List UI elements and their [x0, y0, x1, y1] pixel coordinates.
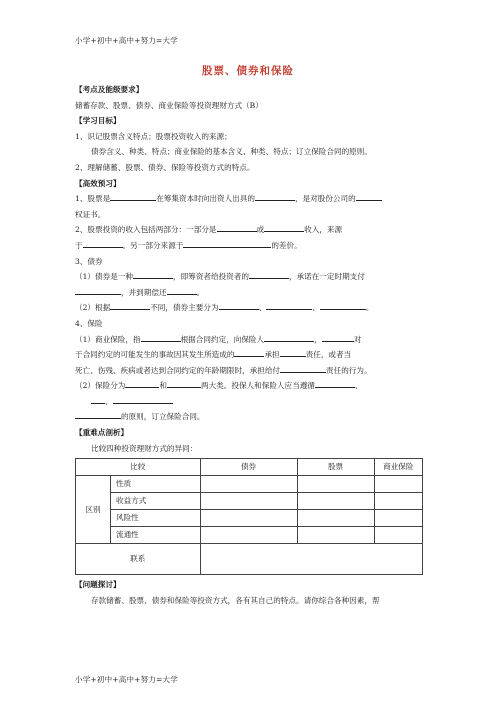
text-fragment: 于合同约定的可能发生的事故因其发生所造成的	[75, 350, 235, 360]
table-header-cell: 债券	[200, 459, 297, 476]
text-fragment: 责任，或者当	[305, 350, 352, 360]
fill-blank[interactable]	[315, 378, 355, 388]
fill-blank[interactable]	[141, 332, 181, 342]
page-header: 小学+初中+高中+努力=大学	[75, 36, 178, 45]
preview-q2-line	[75, 222, 423, 238]
table-cell[interactable]	[297, 527, 374, 544]
text-fragment: 。	[365, 303, 374, 313]
text-fragment: 权证书。	[75, 209, 106, 219]
table-row-label: 联系	[76, 544, 201, 575]
fill-blank[interactable]	[83, 238, 123, 248]
table-row	[76, 476, 423, 493]
table-group-label: 区别	[76, 476, 111, 544]
table-cell[interactable]	[200, 544, 422, 575]
fill-blank[interactable]	[280, 363, 326, 373]
fill-blank[interactable]	[249, 269, 289, 279]
text-fragment: 。另一部分来源于	[122, 240, 184, 250]
text-fragment: 收入，来源	[304, 225, 343, 235]
table-row	[76, 544, 423, 575]
fill-blank[interactable]	[264, 332, 314, 342]
table-header-cell: 比较	[76, 459, 201, 476]
fill-blank[interactable]	[167, 285, 197, 295]
fill-blank[interactable]	[264, 222, 304, 232]
text-fragment: 、	[105, 396, 113, 406]
fill-blank[interactable]	[75, 409, 121, 419]
table-cell[interactable]	[297, 493, 374, 510]
section-title-kaodian: 【考点及能级要求】	[75, 85, 144, 94]
table-cell[interactable]	[374, 476, 422, 493]
preview-q4-1-line	[75, 332, 423, 348]
kaodian-text: 储蓄存款、股票、债券、商业保险等投资理财方式（B）	[75, 100, 263, 110]
text-fragment: 承担	[264, 350, 280, 360]
text-fragment: 和	[159, 381, 167, 391]
fill-blank[interactable]	[219, 300, 259, 310]
table-cell[interactable]	[200, 493, 297, 510]
text-fragment: 、	[258, 303, 267, 313]
text-fragment: 的原则，订立保险合同。	[121, 412, 205, 422]
section-title-yuxi: 【高效预习】	[75, 178, 121, 188]
table-cell[interactable]	[200, 527, 297, 544]
preview-q4-2-line	[75, 378, 423, 394]
preview-q4-2-line2	[75, 394, 423, 410]
table-cell[interactable]	[200, 510, 297, 527]
section-title-mubiao: 【学习目标】	[75, 116, 121, 126]
text-fragment: （2）保险分为	[75, 381, 126, 391]
text-fragment: 于	[75, 240, 83, 250]
table-row-label: 收益方式	[111, 493, 201, 510]
text-fragment: ，承诺在一定时期支付	[288, 272, 365, 282]
wenti-text: 存款储蓄、股票、债券和保险等投资方式，各有其自己的特点。请你综合各种因素，帮	[91, 595, 380, 605]
table-cell[interactable]	[200, 476, 297, 493]
text-fragment: ，是对股份公司的	[294, 194, 356, 204]
table-row	[76, 527, 423, 544]
page-footer: 小学+初中+高中+努力=大学	[75, 675, 178, 684]
text-fragment: （1）债券是一种	[75, 272, 133, 282]
preview-q2-line2	[75, 238, 423, 254]
text-fragment: 在筹集资本时向出资人出具的	[156, 194, 255, 204]
fill-blank[interactable]	[110, 300, 150, 310]
text-fragment: 1、股票是	[75, 194, 111, 204]
text-fragment: 的差价。	[271, 240, 302, 250]
text-fragment: 两大类。投保人和保险人应当遵循	[201, 381, 315, 391]
mubiao-item-2: 2、理解储蓄、股票、债券、保险等投资方式的特点。	[75, 162, 255, 172]
text-fragment: 责任的行为。	[326, 365, 372, 375]
preview-q3-heading: 3、债券	[75, 256, 103, 266]
fill-blank[interactable]	[280, 347, 306, 357]
text-fragment: 、	[354, 381, 363, 391]
mubiao-item-1b: 债券含义、种类、特点；商业保险的基本含义、种类、特点；订立保险合同的原则。	[91, 147, 372, 157]
text-fragment: 死亡、伤残、疾病或者达到合同约定的年龄期限时，承担给付	[75, 365, 281, 375]
fill-blank[interactable]	[183, 238, 271, 248]
section-title-nandian: 【重难点剖析】	[75, 428, 129, 438]
table-cell[interactable]	[297, 476, 374, 493]
table-cell[interactable]	[374, 493, 422, 510]
text-fragment: 、	[312, 303, 320, 313]
fill-blank[interactable]	[167, 378, 201, 388]
table-row-label: 风险性	[111, 510, 201, 527]
fill-blank[interactable]	[255, 191, 295, 201]
preview-q1-line2	[75, 207, 423, 223]
comparison-table	[75, 458, 423, 575]
table-row	[76, 493, 423, 510]
fill-blank[interactable]	[217, 222, 257, 232]
preview-q3-2-line	[75, 300, 423, 316]
table-header-row	[76, 459, 423, 476]
text-fragment: （2）根据	[75, 303, 111, 313]
text-fragment: （1）商业保险，指	[75, 334, 141, 344]
fill-blank[interactable]	[113, 394, 173, 404]
table-header-cell: 商业保险	[374, 459, 422, 476]
document-body	[75, 82, 423, 608]
preview-q4-2-line3	[75, 409, 423, 425]
fill-blank[interactable]	[356, 191, 382, 201]
preview-q1-line	[75, 191, 423, 207]
table-row-label: 性质	[111, 476, 201, 493]
text-fragment: 不同，债券主要分为	[150, 303, 219, 313]
text-fragment: 。	[196, 287, 205, 297]
page-title: 股票、债券和保险	[202, 65, 294, 77]
nandian-text: 比较四种投资理财方式的异同：	[91, 443, 198, 453]
table-cell[interactable]	[297, 510, 374, 527]
mubiao-item-1: 1、识记股票含义特点；股票投资收入的来源；	[75, 131, 232, 141]
fill-blank[interactable]	[322, 332, 354, 342]
table-cell[interactable]	[374, 527, 422, 544]
preview-q4-1-line3	[75, 363, 423, 379]
text-fragment: 根据合同约定，向保险人	[180, 334, 265, 344]
fill-blank[interactable]	[133, 269, 173, 279]
fill-blank[interactable]	[91, 394, 105, 404]
preview-q3-1-line	[75, 269, 423, 285]
preview-q3-1-line2	[75, 285, 423, 301]
table-row-label: 流通性	[111, 527, 201, 544]
fill-blank[interactable]	[234, 347, 264, 357]
table-row	[76, 510, 423, 527]
text-fragment: ，并到期偿还	[121, 287, 167, 297]
text-fragment: 对	[353, 334, 362, 344]
fill-blank[interactable]	[75, 285, 121, 295]
table-header-cell: 股票	[297, 459, 374, 476]
text-fragment: 2、股票投资的收入包括两部分：一部分是	[75, 225, 217, 235]
preview-q4-1-line2	[75, 347, 423, 363]
fill-blank[interactable]	[320, 300, 366, 310]
fill-blank[interactable]	[266, 300, 312, 310]
fill-blank[interactable]	[110, 191, 156, 201]
text-fragment: ，	[314, 334, 322, 344]
section-title-wenti: 【问题探讨】	[75, 580, 121, 590]
text-fragment: 或	[256, 225, 265, 235]
fill-blank[interactable]	[125, 378, 159, 388]
table-cell[interactable]	[374, 510, 422, 527]
text-fragment: ，即筹资者给投资者的	[173, 272, 249, 282]
preview-q4-heading: 4、保险	[75, 318, 103, 328]
